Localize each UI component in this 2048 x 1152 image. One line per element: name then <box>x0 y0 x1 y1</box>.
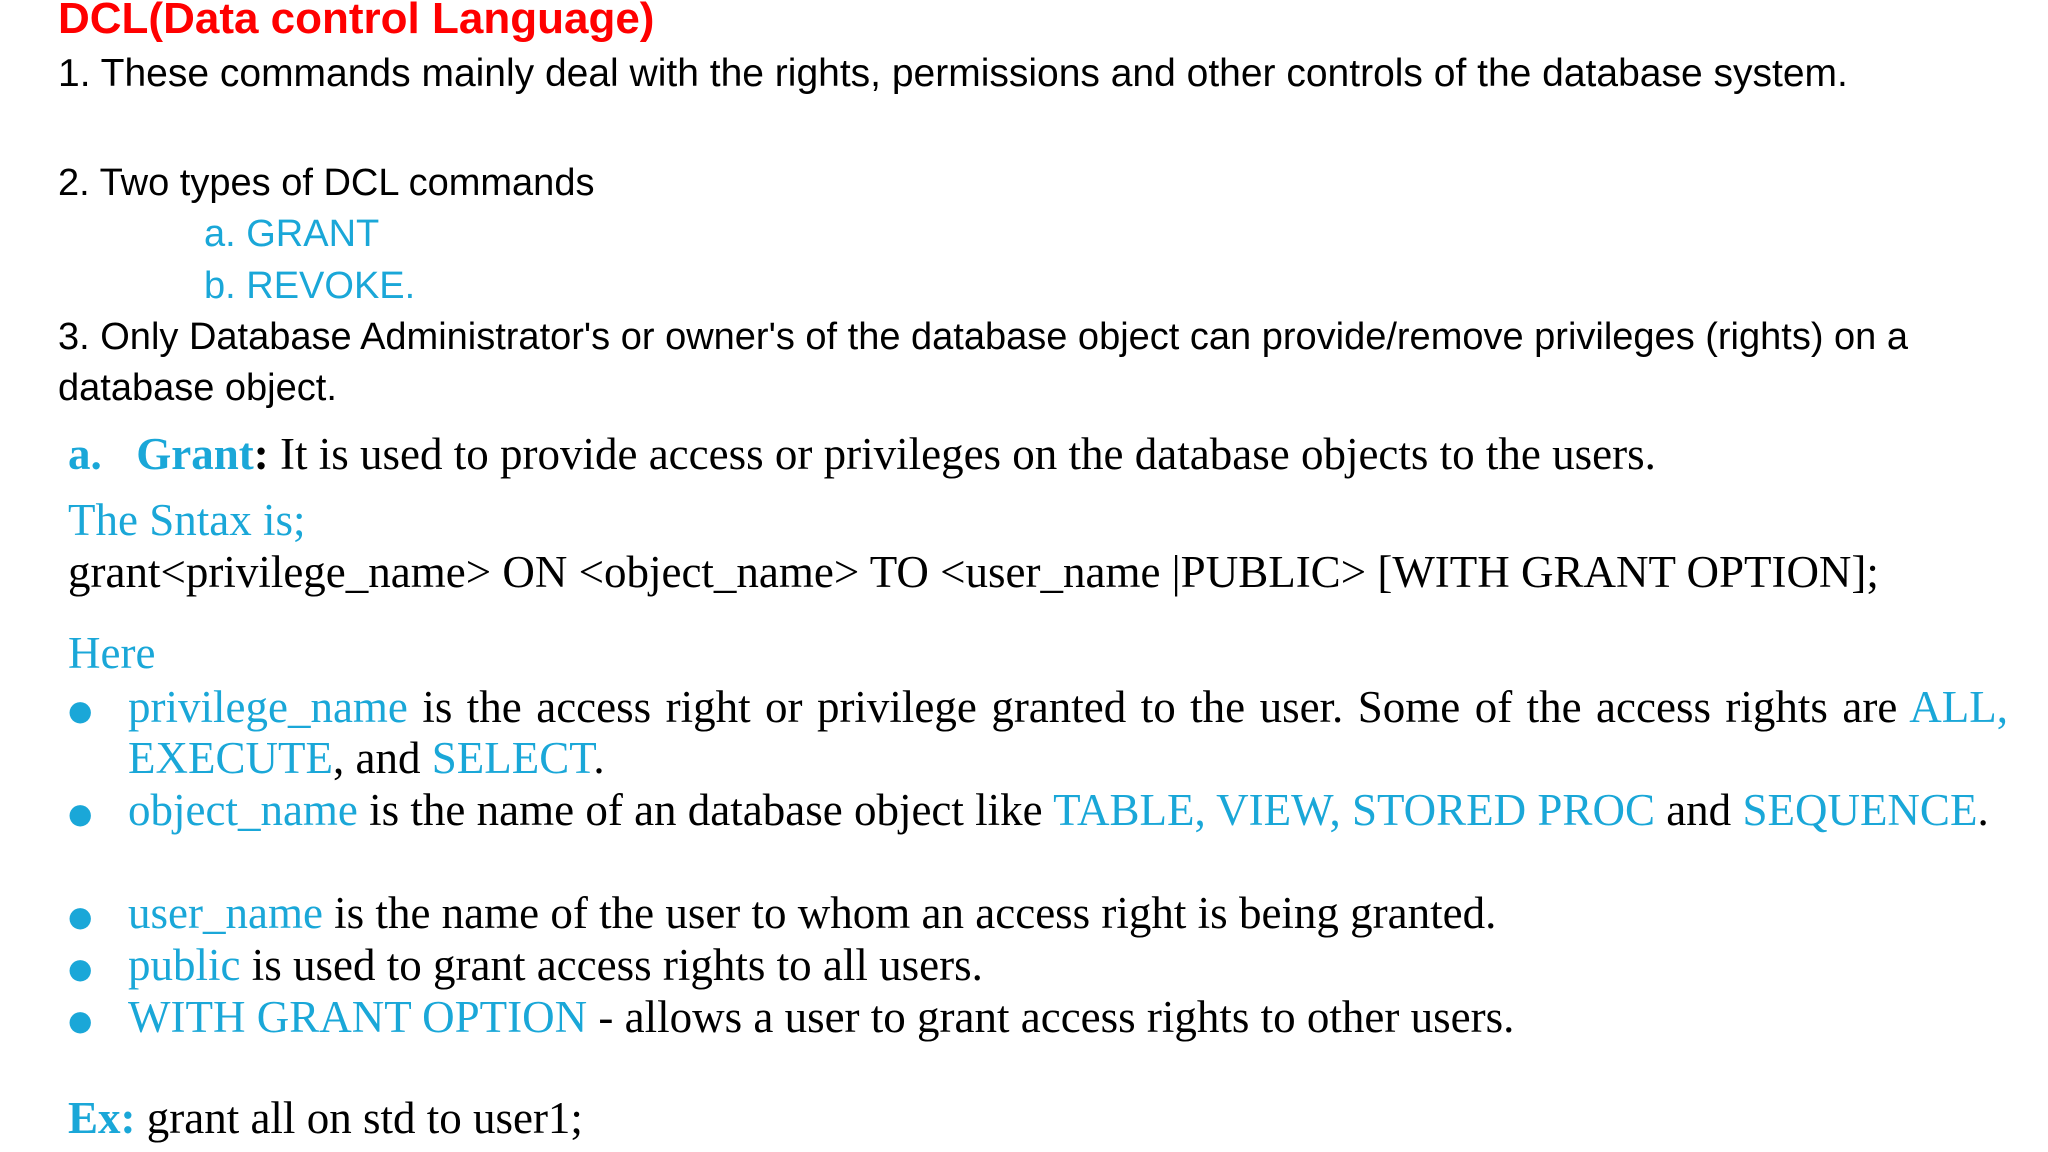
bullet-text <box>128 940 2008 991</box>
bullet-term: WITH GRANT OPTION <box>128 992 588 1042</box>
grant-term: Grant <box>136 429 254 479</box>
bullet-term: user_name <box>128 888 323 938</box>
bullet-body: is used to grant access rights to all users. <box>240 940 983 990</box>
syntax-label: The Sntax is; <box>68 495 306 545</box>
bullet-body: . <box>593 733 605 783</box>
bullet-body: is the access right or privilege granted to the user. Some of the access rights are <box>407 682 1910 732</box>
bullet-highlight: SELECT <box>431 733 594 783</box>
point-1: 1. These commands mainly deal with the rights, permissions and other controls of the database system. <box>58 52 1848 95</box>
list-item <box>68 888 2008 939</box>
grant-colon: : <box>253 429 269 479</box>
dcl-type-grant: a. GRANT <box>204 213 380 255</box>
list-item <box>68 940 2008 991</box>
bullet-highlight: TABLE, VIEW, STORED PROC <box>1053 785 1655 835</box>
bullet-highlight: ALL, EXECUTE <box>128 682 2008 783</box>
bullet-icon: ● <box>68 694 93 727</box>
list-item <box>68 785 2008 887</box>
grant-description: It is used to provide access or privileges on the database objects to the users. <box>268 429 1656 479</box>
point-2-heading: 2. Two types of DCL commands <box>58 162 595 204</box>
slide-title: DCL(Data control Language) <box>58 0 655 43</box>
bullet-highlight: SEQUENCE <box>1742 785 1978 835</box>
bullet-term: public <box>128 940 241 990</box>
bullet-icon: ● <box>68 900 93 933</box>
example-line <box>68 1092 583 1144</box>
syntax-statement: grant<privilege_name> ON <object_name> TO <user_name |PUBLIC> [WITH GRANT OPTION]; <box>68 547 1879 597</box>
bullet-text <box>128 992 2008 1043</box>
bullet-term: object_name <box>128 785 358 835</box>
bullet-text <box>128 888 2008 939</box>
point-3-line-2: database object. <box>58 367 337 409</box>
bullet-text <box>128 785 2008 836</box>
bullet-text <box>128 682 2008 784</box>
bullet-body: , and <box>332 733 432 783</box>
bullet-body: and <box>1654 785 1743 835</box>
bullet-term: privilege_name <box>128 682 408 732</box>
bullet-body: is the name of an database object like <box>357 785 1054 835</box>
list-item <box>68 682 2008 784</box>
bullet-icon: ● <box>68 797 93 830</box>
bullet-body: - allows a user to grant access rights to other users. <box>587 992 1515 1042</box>
bullet-body: . <box>1977 785 1989 835</box>
dcl-type-revoke: b. REVOKE. <box>204 265 416 307</box>
bullet-icon: ● <box>68 952 93 985</box>
here-label: Here <box>68 628 156 678</box>
grant-marker: a. <box>68 429 102 479</box>
list-item <box>68 992 2008 1043</box>
grant-definition <box>68 428 1656 480</box>
point-3-line-1: 3. Only Database Administrator's or owner's of the database object can provide/remove privileges (rights) on a <box>58 316 1908 358</box>
bullet-icon: ● <box>68 1004 93 1037</box>
example-code: grant all on std to user1; <box>135 1093 583 1143</box>
bullet-body: is the name of the user to whom an access right is being granted. <box>322 888 1497 938</box>
example-label: Ex: <box>68 1093 136 1143</box>
